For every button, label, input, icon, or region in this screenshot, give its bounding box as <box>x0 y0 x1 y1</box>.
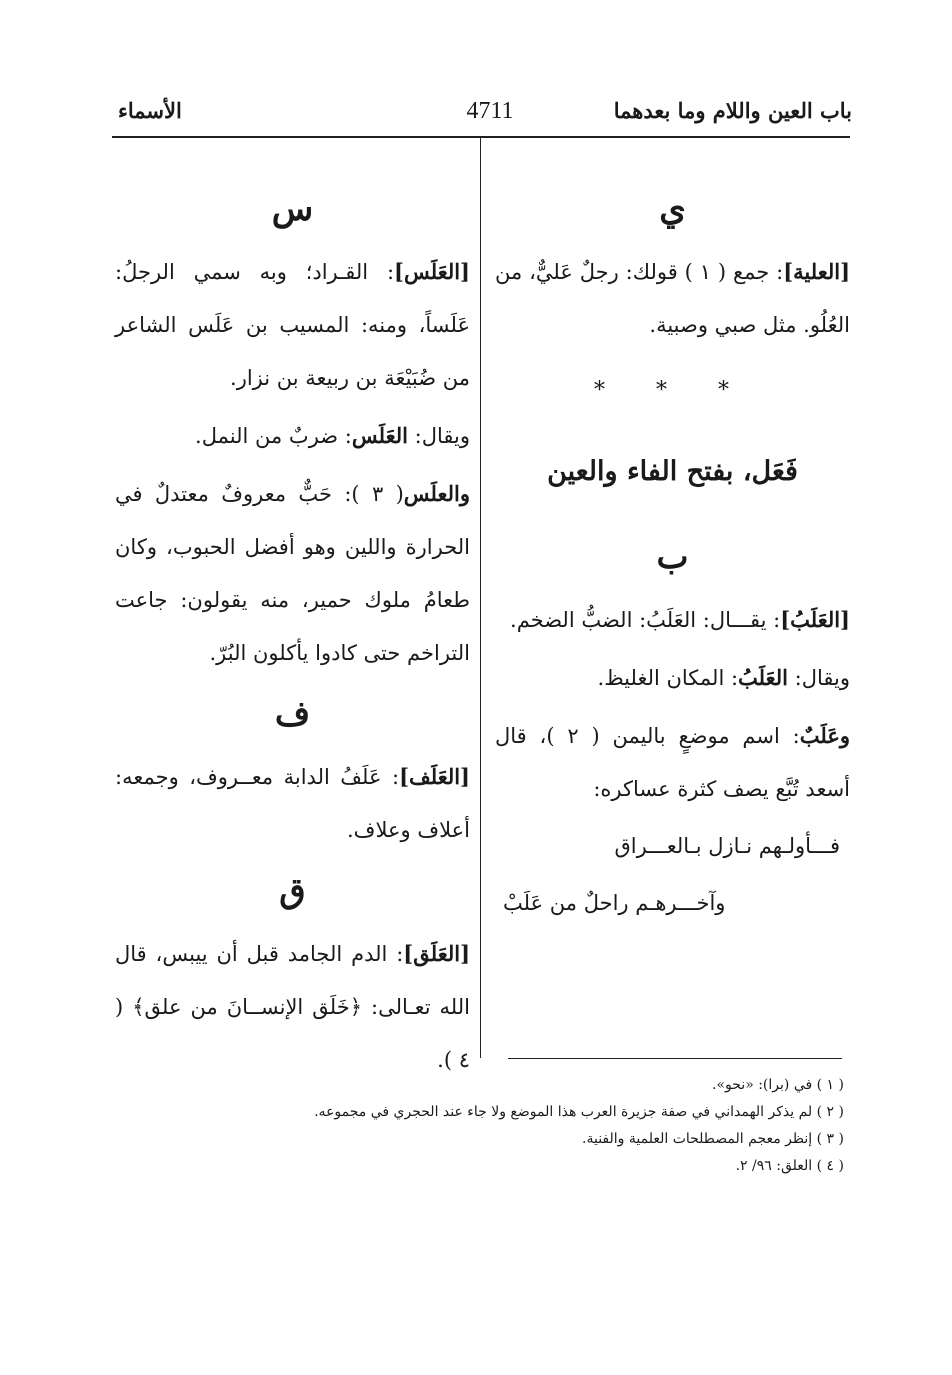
footnote-1: ( ١ ) في (برا): «نحو». <box>712 1077 844 1093</box>
running-head-chapter: باب العين واللام وما بعدهما <box>613 98 852 123</box>
footnote-3: ( ٣ ) إنظر معجم المصطلحات العلمية والفنية. <box>582 1131 844 1147</box>
section-title: فَعَل، بفتح الفاء والعين <box>547 456 798 487</box>
entry-alab <box>495 593 850 647</box>
entry-alas <box>115 245 470 405</box>
letter-heading-ya: ي <box>659 189 686 229</box>
entry-alab-2 <box>495 651 850 705</box>
entry-text: : الدم الجامد قبل أن ييبس، قال الله تعـالى: ﴿خَلَق الإنســانَ من علق﴾ ( ٤ ). <box>115 942 470 1072</box>
right-column <box>495 175 850 934</box>
entry-text: : اسم موضعٍ باليمن ( ٢ )، قال أسعد تُبَّع يصف كثرة عساكره: <box>495 724 850 801</box>
entry-alaq <box>115 927 470 1087</box>
letter-heading-qaf: ق <box>279 871 306 911</box>
entry-text: : عَلَفُ الدابة معــروف، وجمعه: أعلاف وعلاف. <box>115 765 470 842</box>
entry-alas-2 <box>115 409 470 463</box>
entry-headword: [العلية] <box>783 259 851 284</box>
entry-term: العَلَبُ <box>738 665 788 690</box>
verse-hemistich-1: فـــأولـهم نـازل بـالعـــراق <box>614 834 840 858</box>
letter-heading-ba: ب <box>656 537 689 577</box>
letter-heading-sin: س <box>271 189 314 229</box>
entry-headword: [العَلَق] <box>403 941 470 966</box>
entry-term: والعلَس <box>403 481 470 506</box>
letter-heading-fa: ف <box>274 694 311 734</box>
entry-alaf <box>115 750 470 857</box>
running-head-section: الأسماء <box>118 98 182 123</box>
entry-term: وعَلَبٌ <box>799 723 850 748</box>
entry-term: العَلَس <box>351 423 408 448</box>
entry-headword: [العَلَس] <box>394 259 470 284</box>
entry-text: : ضربٌ من النمل. <box>195 424 352 448</box>
entry-intro: ويقال: <box>794 666 850 690</box>
entry-text: : يقـــال: العَلَبُ: الضبُّ الضخم. <box>510 608 781 632</box>
entry-text: ( ٣ ): حَبٌّ معروفٌ معتدلٌ في الحرارة واللين وهو أفضل الحبوب، وكان طعامُ ملوك حمير، منه يقولون: جاعت التراخم حتى كادوا يأكلون البُرّ. <box>115 482 470 665</box>
verse-hemistich-2: وآخـــرهـم راحلٌ من عَلَبْ <box>503 891 726 915</box>
entry-intro: ويقال: <box>414 424 470 448</box>
footnote-2: ( ٢ ) لم يذكر الهمداني في صفة جزيرة العرب هذا الموضع ولا جاء عند الحجري في مجموعه. <box>314 1104 844 1120</box>
entry-text: : القـراد؛ وبه سمي الرجلُ: عَلَساً، ومنه: المسيب بن عَلَس الشاعر من ضُبَيْعَة بن ربيعة بن نزار. <box>115 260 470 390</box>
page-number: 4711 <box>466 98 514 124</box>
entry-alab-3 <box>495 709 850 816</box>
entry-ulya <box>495 245 850 352</box>
entry-alas-3 <box>115 467 470 680</box>
left-column <box>115 175 470 1091</box>
entry-text: : المكان الغليظ. <box>597 666 739 690</box>
entry-text: : جمع ( ١ ) قولك: رجلٌ عَليٌّ، من العُلُو. مثل صبي وصبية. <box>495 260 850 337</box>
column-divider <box>480 138 481 1058</box>
section-separator-stars: * * * <box>594 378 751 403</box>
entry-headword: [العَلَبُ] <box>780 607 850 632</box>
footnote-4: ( ٤ ) العلق: ٩٦/ ٢. <box>735 1158 844 1174</box>
entry-headword: [العَلَف] <box>399 764 470 789</box>
header-rule <box>112 136 850 138</box>
footnote-rule <box>508 1058 842 1059</box>
footnotes <box>84 1072 844 1180</box>
